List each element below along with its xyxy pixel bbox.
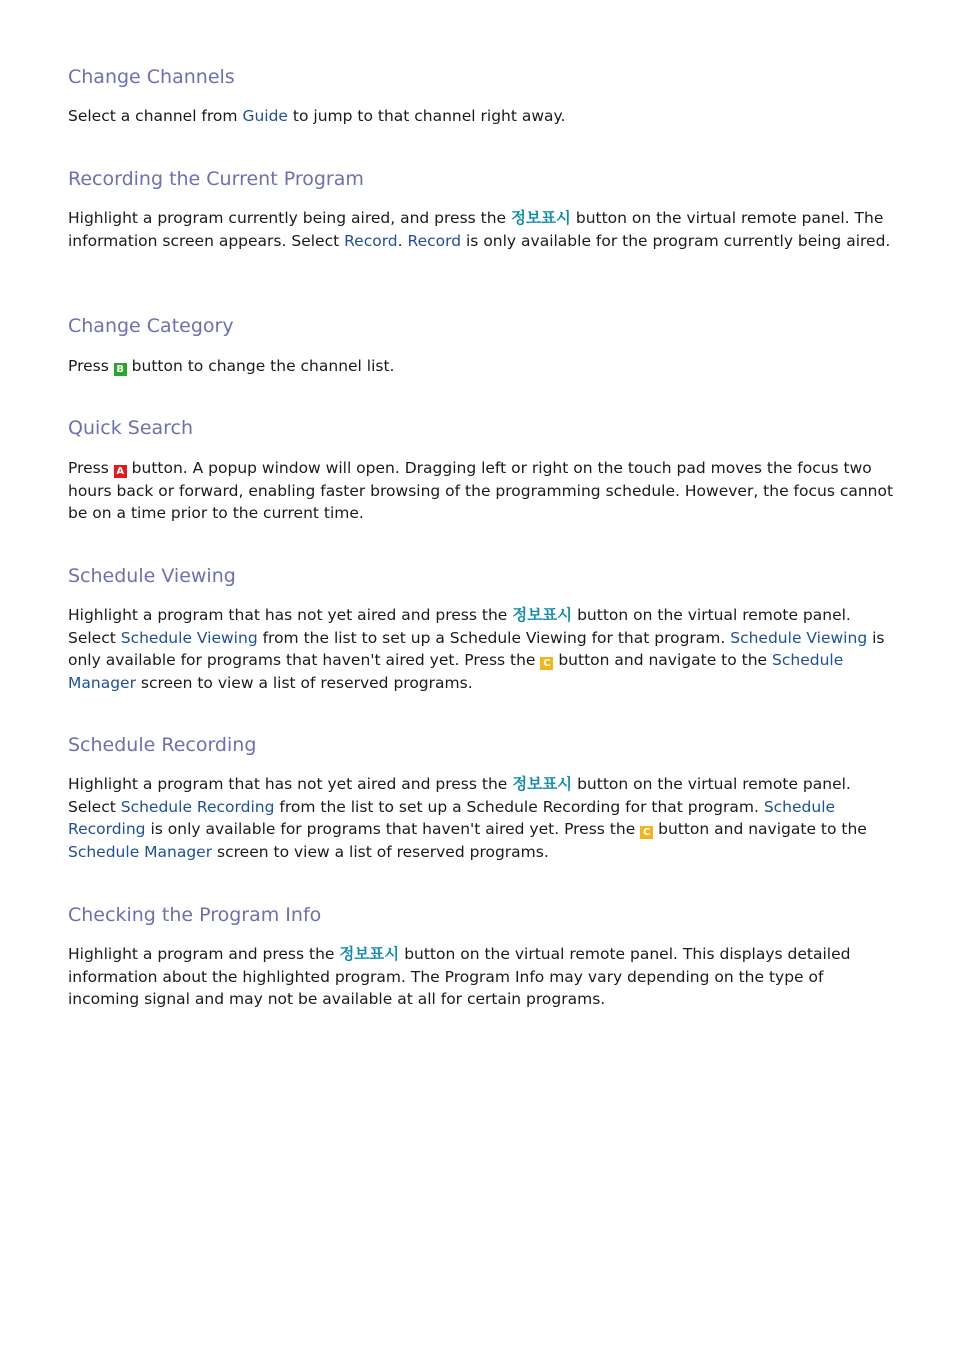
paragraph-program-info: Highlight a program and press the 정보표시 button on the virtual remote panel. This displays detailed information about the highlighted program. The Program Info may vary depending on the type of incoming signal and may not be available at all for certain programs.: [68, 945, 851, 1009]
paragraph-change-channels: Select a channel from Guide to jump to that channel right away.: [68, 107, 566, 125]
paragraph-schedule-viewing: Highlight a program that has not yet aired and press the 정보표시 button on the virtual remote panel. Select Schedule Viewing from the list to set up a Schedule Viewing for that program. Schedule Viewing is only available for programs that haven't aired yet. Press the C button and navigate to the Schedule Manager screen to view a list of reserved programs.: [68, 606, 885, 692]
schedule-recording-term: Schedule Recording: [68, 797, 836, 839]
schedule-viewing-term: Schedule Viewing: [120, 628, 258, 647]
schedule-recording-term: Schedule Recording: [120, 797, 275, 816]
heading-change-category: Change Category: [68, 315, 234, 337]
section-schedule-viewing: [68, 564, 898, 694]
info-button-term: 정보표시: [512, 606, 573, 624]
heading-schedule-recording: Schedule Recording: [68, 734, 257, 756]
section-change-channels: [68, 65, 898, 128]
guide-term: Guide: [242, 107, 288, 125]
c-key-icon: C: [540, 657, 553, 670]
section-recording-current: [68, 167, 898, 252]
heading-schedule-viewing: Schedule Viewing: [68, 565, 236, 587]
heading-quick-search: Quick Search: [68, 417, 194, 439]
section-program-info: [68, 903, 898, 1011]
section-schedule-recording: [68, 733, 898, 863]
heading-change-channels: Change Channels: [68, 66, 235, 88]
info-button-term: 정보표시: [511, 209, 571, 227]
paragraph-change-category: Press B button to change the channel list.: [68, 357, 395, 375]
schedule-manager-term: Schedule Manager: [68, 842, 213, 861]
record-term: Record: [344, 231, 398, 250]
paragraph-schedule-recording: Highlight a program that has not yet aired and press the 정보표시 button on the virtual remote panel. Select Schedule Recording from the list to set up a Schedule Recording for that program. Schedule Recording is only available for programs that haven't aired yet. Press the C button and navigate to the Schedule Manager screen to view a list of reserved programs.: [68, 775, 867, 861]
c-key-icon: C: [640, 826, 653, 839]
b-key-icon: B: [114, 363, 127, 376]
heading-recording-current: Recording the Current Program: [68, 168, 364, 190]
schedule-viewing-term: Schedule Viewing: [730, 628, 868, 647]
schedule-manager-term: Schedule Manager: [68, 651, 844, 692]
paragraph-recording-current: Highlight a program currently being aired, and press the 정보표시 button on the virtual remote panel. The information screen appears. Select Record. Record is only available for the program currently being aired.: [68, 209, 891, 250]
a-key-icon: A: [114, 465, 127, 478]
record-term: Record: [407, 231, 462, 250]
paragraph-quick-search: Press A button. A popup window will open. Dragging left or right on the touch pad moves the focus two hours back or forward, enabling faster browsing of the programming schedule. However, the focus cannot be on a time prior to the current time.: [68, 459, 894, 523]
heading-program-info: Checking the Program Info: [68, 904, 322, 926]
info-button-term: 정보표시: [339, 945, 400, 963]
section-quick-search: [68, 416, 898, 525]
section-change-category: [68, 314, 898, 378]
info-button-term: 정보표시: [512, 775, 573, 793]
